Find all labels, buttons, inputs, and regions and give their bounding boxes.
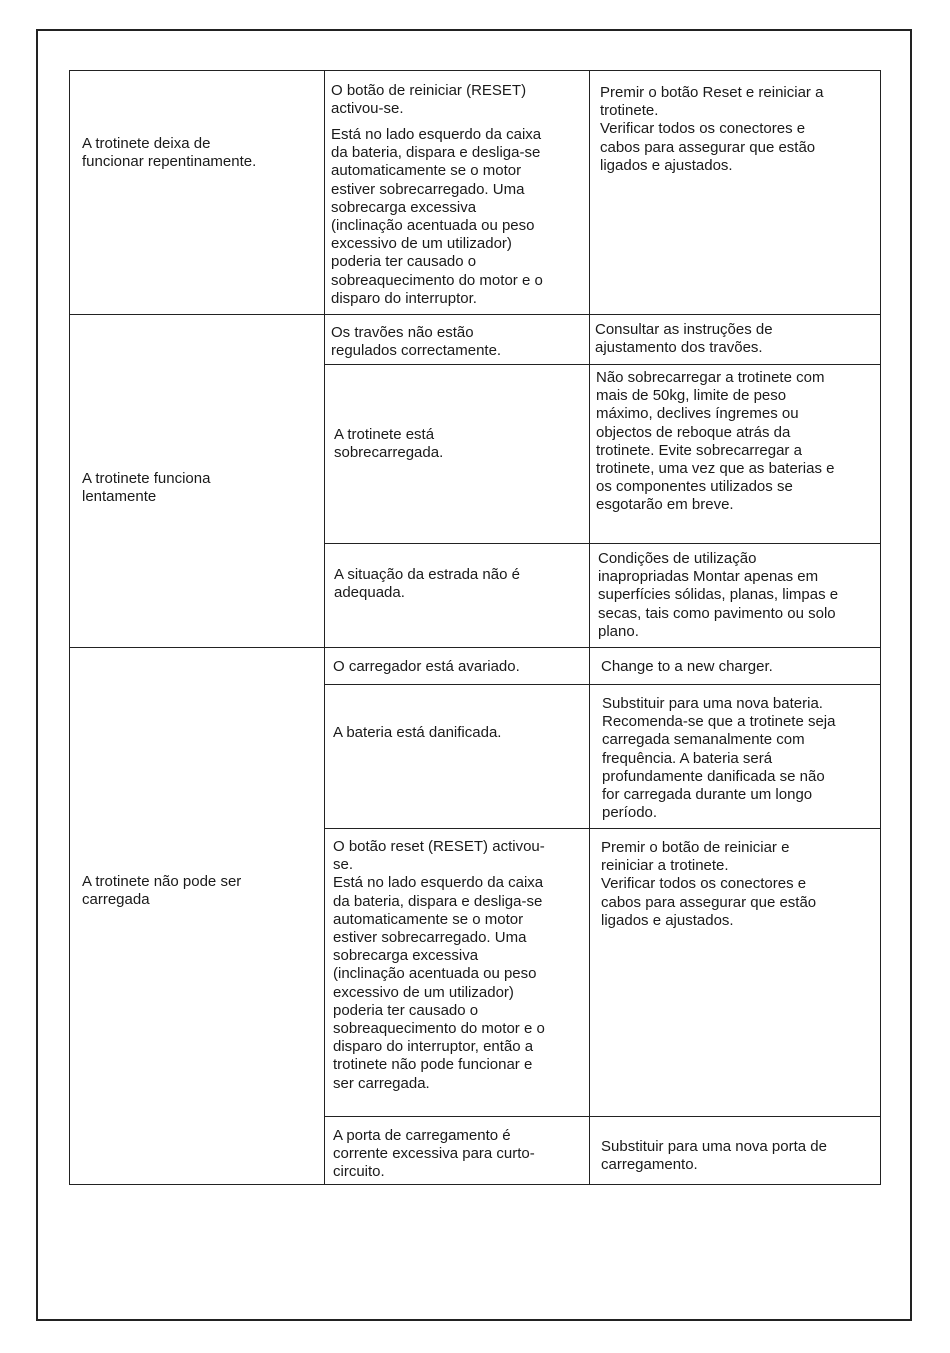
column-divider xyxy=(589,70,590,1185)
cause-cell: O carregador está avariado. xyxy=(333,658,520,675)
row-divider xyxy=(69,647,881,648)
problem-cell: A trotinete não pode ser carregada xyxy=(82,873,242,909)
row-divider xyxy=(69,314,881,315)
cause-detail-cell: Está no lado esquerdo da caixa da bateria, dispara e desliga-se automaticamente se o motor estiver sobrecarregado. Uma sobrecarga excessiva (inclinação acentuada ou peso excessivo de um utilizador) poderia ter causado o sobreaquecimento do motor e o disparo do interruptor. xyxy=(331,126,543,307)
cause-cell: O botão de reiniciar (RESET) activou-se. xyxy=(331,82,527,118)
cause-cell: Os travões não estão regulados correctamente. xyxy=(331,324,502,360)
solution-cell: Premir o botão de reiniciar e reiniciar a trotinete. Verificar todos os conectores e cabos para assegurar que estão ligados e ajustados. xyxy=(601,839,817,929)
solution-cell: Change to a new charger. xyxy=(601,658,773,675)
solution-cell: Condições de utilização inapropriadas Montar apenas em superfícies sólidas, planas, limpas e secas, tais como pavimento ou solo plano. xyxy=(598,550,839,640)
subrow-divider xyxy=(324,828,881,829)
solution-cell: Consultar as instruções de ajustamento dos travões. xyxy=(595,321,773,357)
subrow-divider xyxy=(324,543,881,544)
subrow-divider xyxy=(324,684,881,685)
cause-cell: A trotinete está sobrecarregada. xyxy=(334,426,444,462)
cause-cell: A situação da estrada não é adequada. xyxy=(334,566,520,602)
cause-cell: O botão reset (RESET) activou- se. Está no lado esquerdo da caixa da bateria, dispara e desliga-se automaticamente se o motor estiver sobrecarregado. Uma sobrecarga excessiva (inclinação acentuada ou peso excessivo de um utilizador) poderia ter causado o sobreaquecimento do motor e o disparo do interruptor, então a trotinete não pode funcionar e ser carregada. xyxy=(333,838,545,1092)
cause-cell: A bateria está danificada. xyxy=(333,724,502,741)
subrow-divider xyxy=(324,364,881,365)
solution-cell: Premir o botão Reset e reiniciar a trotinete. Verificar todos os conectores e cabos para assegurar que estão ligados e ajustados. xyxy=(600,84,824,174)
cause-cell: A porta de carregamento é corrente excessiva para curto- circuito. xyxy=(333,1127,535,1181)
problem-cell: A trotinete deixa de funcionar repentinamente. xyxy=(82,135,257,171)
column-divider xyxy=(324,70,325,1185)
subrow-divider xyxy=(324,1116,881,1117)
solution-cell: Substituir para uma nova porta de carregamento. xyxy=(601,1138,827,1174)
solution-cell: Não sobrecarregar a trotinete com mais de 50kg, limite de peso máximo, declives íngremes ou objectos de reboque atrás da trotinete. Evite sobrecarregar a trotinete, uma vez que as baterias e os componentes utilizados se esgotarão em breve. xyxy=(596,369,835,514)
solution-cell: Substituir para uma nova bateria. Recomenda-se que a trotinete seja carregada semanalmente com frequência. A bateria será profundamente danificada se não for carregada durante um longo período. xyxy=(602,695,836,822)
problem-cell: A trotinete funciona lentamente xyxy=(82,470,211,506)
